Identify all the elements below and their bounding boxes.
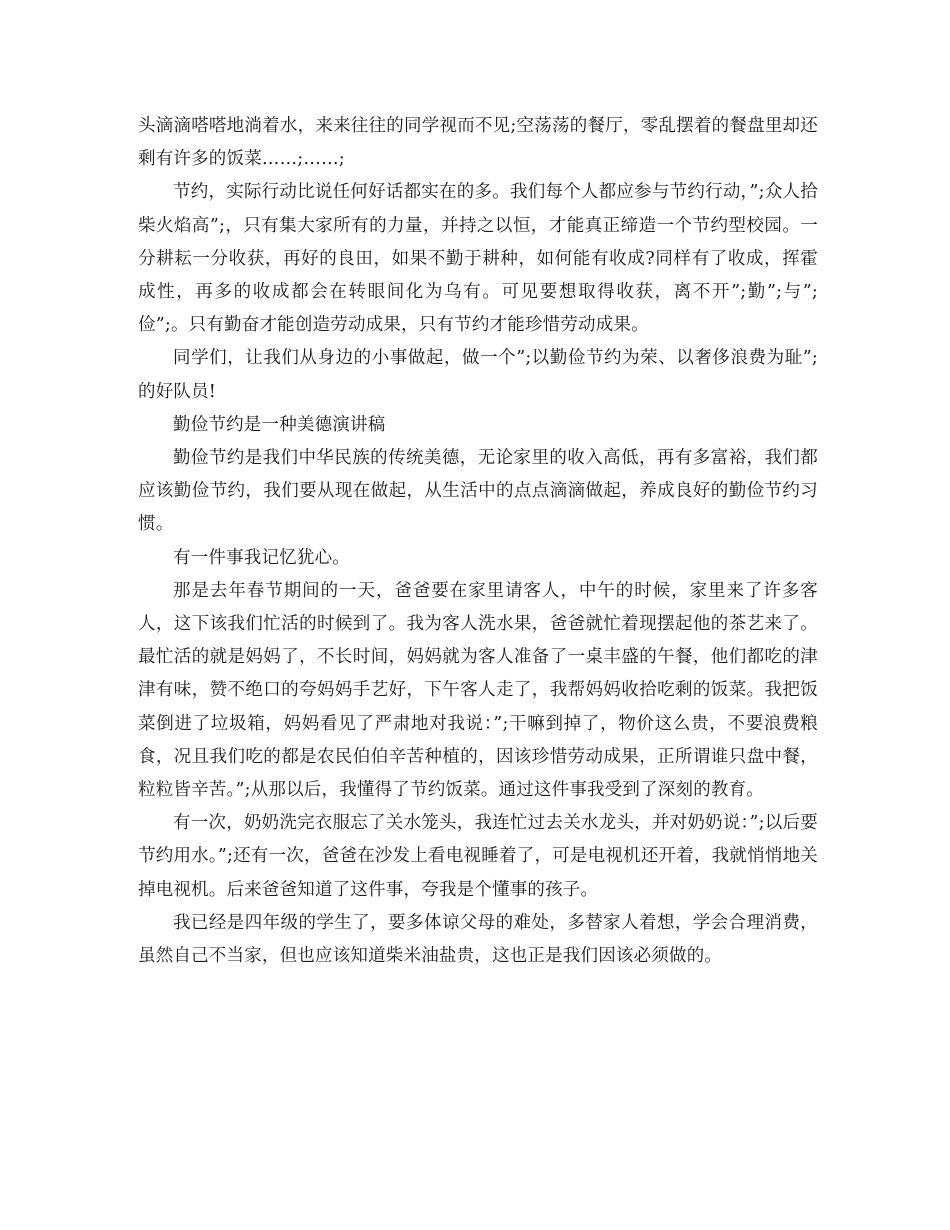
paragraph-tradition: 勤俭节约是我们中华民族的传统美德，无论家里的收入高低，再有多富裕，我们都应该勤俭节约，我们要从现在做起，从生活中的点点滴滴做起，养成良好的勤俭节约习惯。	[138, 448, 818, 535]
paragraph-spring-festival: 那是去年春节期间的一天，爸爸要在家里请客人，中午的时候，家里来了许多客人，这下该我们忙活的时候到了。我为客人洗水果，爸爸就忙着现摆起他的茶艺来了。最忙活的就是妈妈了，不长时间，妈妈就为客人准备了一桌丰盛的午餐，他们都吃的津津有味，赞不绝口的夸妈妈手艺好，下午客人走了，我帮妈妈收拾吃剩的饭菜。我把饭菜倒进了垃圾箱，妈妈看见了严肃地对我说：”;干嘛到掉了，物价这么贵，不要浪费粮食，况且我们吃的都是农民伯伯辛苦种植的，因该珍惜劳动成果，正所谓谁只盘中餐，粒粒皆辛苦。”;从那以后，我懂得了节约饭菜。通过这件事我受到了深刻的教育。	[138, 580, 818, 801]
speech-title: 勤俭节约是一种美德演讲稿	[173, 414, 386, 435]
paragraph-continuation: 头滴滴嗒嗒地淌着水，来来往往的同学视而不见;空荡荡的餐厅，零乱摆着的餐盘里却还剩有许多的饭菜……;……;	[138, 116, 818, 170]
paragraph-memory: 有一件事我记忆犹心。	[173, 547, 350, 568]
paragraph-water-tv: 有一次，奶奶洗完衣服忘了关水笼头，我连忙过去关水龙头，并对奶奶说：”;以后要节约用水。”;还有一次，爸爸在沙发上看电视睡着了，可是电视机还开着，我就悄悄地关掉电视机。后来爸爸知道了这件事，夸我是个懂事的孩子。	[138, 813, 818, 900]
paragraph-call-to-classmates: 同学们，让我们从身边的小事做起，做一个”;以勤俭节约为荣、以奢侈浪费为耻”;的好队员!	[138, 348, 818, 402]
paragraph-frugality-action: 节约，实际行动比说任何好话都实在的多。我们每个人都应参与节约行动，”;众人拾柴火焰高”;，只有集大家所有的力量，并持之以恒，才能真正缔造一个节约型校园。一分耕耘一分收获，再好的良田，如果不勤于耕种，如何能有收成?同样有了收成，挥霍成性，再多的收成都会在转眼间化为乌有。可见要想取得收获，离不开”;勤”;与”;俭”;。只有勤奋才能创造劳动成果，只有节约才能珍惜劳动成果。	[138, 182, 818, 336]
document-page	[138, 110, 818, 973]
paragraph-conclusion: 我已经是四年级的学生了，要多体谅父母的难处，多替家人着想，学会合理消费，虽然自己不当家，但也应该知道柴米油盐贵，这也正是我们因该必须做的。	[138, 912, 818, 967]
